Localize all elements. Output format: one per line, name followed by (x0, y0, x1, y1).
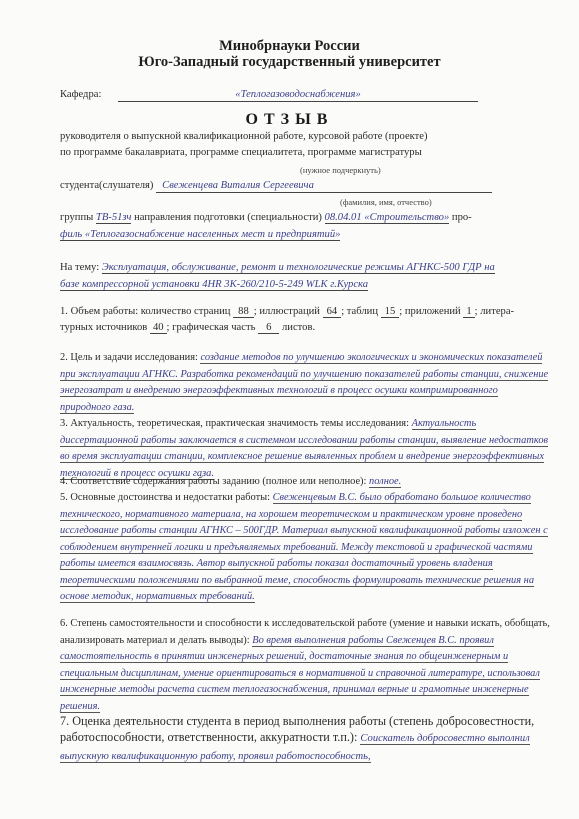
item7-label: 7. Оценка деятельности студента в период выполнения работы (степень добросовестности, работоспособности, ответственности, аккуратности т.п.): (60, 714, 535, 744)
department-label: Кафедра: (60, 89, 102, 100)
ministry-heading: Минобрнауки России (219, 38, 360, 54)
illustrations-value: 64 (323, 306, 342, 318)
item6-independence (60, 616, 550, 715)
intro-line-1: руководителя о выпускной квалификационной работе, курсовой работе (проекте) (60, 131, 428, 142)
item3-text: Актуальность диссертационной работы заключается в системном исследовании работы станции, выявление недостатков во время эксплуатации станции, комплексное решение выявленных проблем и внедрение энергоэффективных технологий в процесс осушки газа. (60, 418, 549, 479)
appendix-value: 1 (463, 306, 474, 318)
university-heading: Юго-Западный государственный университет (138, 54, 441, 70)
topic-line-2 (60, 279, 368, 291)
item2-goals (60, 350, 550, 416)
graphics-unit: листов. (282, 322, 316, 333)
pages-value: 88 (233, 306, 254, 318)
student-hint: (фамилия, имя, отчество) (340, 197, 432, 207)
direction-value: 08.04.01 «Строительство» (324, 212, 450, 223)
item7-assessment (60, 713, 555, 765)
item5-text: Свеженцевым В.С. было обработано большое количество технического, нормативного материала, на хорошем теоретическом и практическом уровне проведено исследование работы станции АГНКС – 500ГДР. Материал выпускной квалификационной работы изложен с соблюдением внутренней логики и предъявляемых требований. Между текстовой и графической частями работы имеется взаимосвязь. Автор выпускной работы показал достаточный уровень владения теоретическими положениями по выбранной теме, способность формулировать технические решения на основе методик, нормативных требований. (60, 492, 548, 602)
topic-text-1: Эксплуатация, обслуживание, ремонт и технологические режимы АГНКС-500 ГДР на (101, 262, 495, 273)
department-line (60, 89, 478, 102)
item2-text: создание методов по улучшению экологических и экономических показателей при эксплуатации АГНКС. Разработка рекомендаций по улучшению показателей работы станции, снижение энергозатрат и внедрению энергоэффективных технологий в процесс осушки компримированного природного газа. (60, 352, 549, 413)
intro-line-2: по программе бакалавриата, программе специалитета, программе магистратуры (60, 147, 422, 158)
item2-label: 2. Цель и задачи исследования: (60, 352, 198, 363)
topic-line-1 (60, 262, 495, 274)
sources-value: 40 (150, 322, 167, 334)
group-value: ТВ-51зч (95, 212, 132, 223)
tables-label: ; таблиц (341, 306, 379, 317)
item7-text: Соискатель добросовестно выполнил выпускную квалификационную работу, проявил работоспособность, (60, 733, 530, 762)
item1-label: 1. Объем работы: количество страниц (60, 306, 231, 317)
item4-compliance (60, 474, 550, 491)
underline-hint: (нужное подчеркнуть) (300, 165, 381, 175)
item6-label: 6. Степень самостоятельности и способности к исследовательской работе (умение и навыки искать, обобщать, анализировать материал и делать выводы): (60, 618, 550, 646)
group-label: группы (60, 212, 94, 223)
topic-label: На тему: (60, 262, 100, 273)
group-line (60, 212, 472, 224)
graphics-value: 6 (258, 322, 279, 334)
tables-value: 15 (381, 306, 400, 318)
literature-label-start: ; литера- (474, 306, 515, 317)
illustrations-label: ; иллюстраций (253, 306, 320, 317)
item5-merits (60, 490, 550, 606)
profile-suffix: про- (451, 212, 472, 223)
graphics-label: ; графическая часть (166, 322, 256, 333)
item5-label: 5. Основные достоинства и недостатки работы: (60, 492, 270, 503)
profile-line (60, 229, 340, 241)
item6-text: Во время выполнения работы Свеженцев В.С. проявил самостоятельность в принятии инженерных решений, достаточные знания по общеинженерным и специальным дисциплинам, умение ориентироваться в нормативной и справочной литературе, использовал инженерные методы расчета систем теплогазоснабжения, принимал верные и грамотные инженерные решения. (60, 634, 540, 712)
document-title: ОТЗЫВ (245, 111, 334, 128)
sources-label: турных источников (60, 322, 148, 333)
profile-value: филь «Теплогазоснабжение населенных мест и предприятий» (60, 229, 341, 240)
topic-text-2: базе компрессорной установки 4HR 3K-260/210-5-249 WLK г.Курска (60, 279, 369, 290)
item1-line-2 (60, 322, 315, 334)
item4-value: полное. (369, 476, 402, 487)
student-label: студента(слушателя) (60, 180, 154, 191)
student-line (60, 180, 492, 193)
item4-label: 4. Соответствие содержания работы заданию (полное или неполное): (60, 476, 367, 487)
item3-relevance (60, 416, 550, 482)
item1-line-1 (60, 306, 514, 318)
appendix-label: ; приложений (399, 306, 461, 317)
student-name: Свеженцева Виталия Сергеевича (156, 180, 492, 193)
department-value: «Теплогазоводоснабжения» (118, 89, 478, 102)
item3-label: 3. Актуальность, теоретическая, практическая значимость темы исследования: (60, 418, 409, 429)
direction-label: направления подготовки (специальности) (134, 212, 322, 223)
